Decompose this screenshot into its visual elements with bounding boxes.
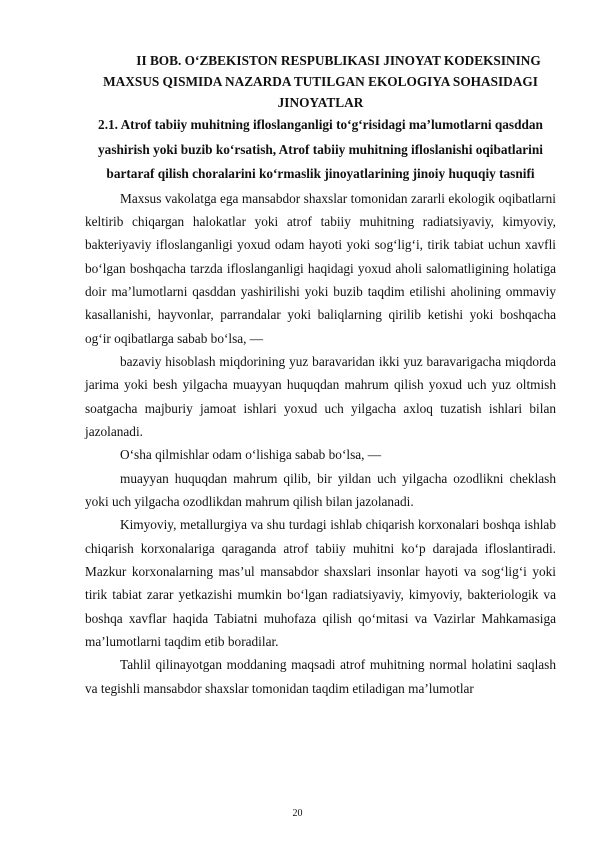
paragraph: Kimyoviy, metallurgiya va shu turdagi ishlab chiqarish korxonalari boshqa ishlab chiqarish korxonalariga qaraganda atrof tabiiy muhitni ko‘p darajada ifloslantiradi. Mazkur korxonalarning mas’ul mansabdor shaxslari insonlar hayoti va sog‘lig‘i yoki tirik tabiat zarar yetkazishi mumkin bo‘lgan radiatsiyaviy, kimyoviy, bakteriologik va boshqa xavflar haqida Tabiatni muhofaza qilish qo‘mitasi va Vazirlar Mahkamasiga ma’lumotlarni taqdim etib boradilar. xyxy=(85,517,556,650)
document-page xyxy=(85,50,556,700)
chapter-title xyxy=(85,50,556,113)
chapter-title-text: II BOB. O‘ZBEKISTON RESPUBLIKASI JINOYAT KODEKSINING MAXSUS QISMIDA NAZARDA TUTILGAN EKOLOGIYA SOHASIDAGI JINOYATLAR xyxy=(103,53,541,110)
paragraph: Maxsus vakolatga ega mansabdor shaxslar tomonidan zararli ekologik oqibatlarni keltirib chiqargan halokatlar yoki atrof tabiiy muhitning radiatsiyaviy, kimyoviy, bakteriyaviy ifloslanganligi yoxud odam hayoti yoki sog‘lig‘i, tirik tabiat uchun xavfli bo‘lgan boshqacha tarzda ifloslanganligi haqidagi yoxud aholi salomatligining holatiga doir ma’lumotlarni qasddan yashirilishi yoki buzib taqdim etilishi aholining ommaviy kasallanishi, hayvonlar, parrandalar yoki baliqlarning qirilib ketishi yoki boshqacha og‘ir oqibatlarga sabab bo‘lsa, — xyxy=(85,190,556,346)
page-number: 20 xyxy=(292,808,303,819)
paragraph: Tahlil qilinayotgan moddaning maqsadi atrof muhitning normal holatini saqlash va tegishli mansabdor shaxslar tomonidan taqdim etiladigan ma’lumotlar xyxy=(85,657,556,696)
paragraph: muayyan huquqdan mahrum qilib, bir yildan uch yilgacha ozodlikni cheklash yoki uch yilgacha ozodlikdan mahrum qilish bilan jazolanadi. xyxy=(85,470,556,509)
paragraph: bazaviy hisoblash miqdorining yuz baravaridan ikki yuz baravarigacha miqdorda jarima yoki besh yilgacha muayyan huquqdan mahrum qilish yoxud uch yuz oltmish soatgacha majburiy jamoat ishlari yoxud uch yilgacha axloq tuzatish ishlari bilan jazolanadi. xyxy=(85,353,556,439)
section-title: 2.1. Atrof tabiiy muhitning ifloslanganligi to‘g‘risidagi ma’lumotlarni qasddan yashirish yoki buzib ko‘rsatish, Atrof tabiiy muhitning ifloslanishi oqibatlarini bartaraf qilish choralarini ko‘rmaslik jinoyatlarining jinoiy huquqiy tasnifi xyxy=(98,117,543,181)
paragraph: O‘sha qilmishlar odam o‘lishiga sabab bo‘lsa, — xyxy=(120,447,382,463)
